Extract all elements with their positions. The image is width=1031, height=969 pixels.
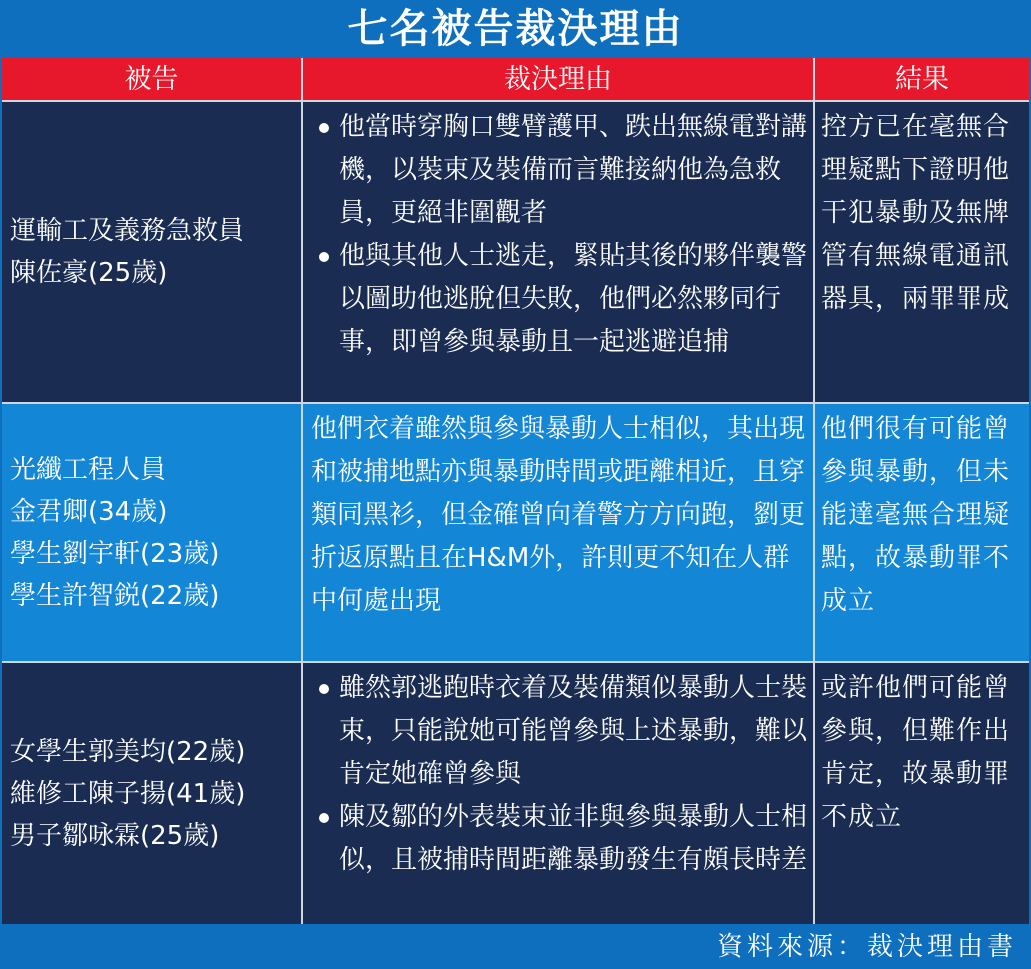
reason-bullet: 雖然郭逃跑時衣着及裝備類似暴動人士裝束，只能說她可能曾參與上述暴動，難以肯定她確曾參與 [311,667,809,796]
header-defendant: 被告 [2,58,303,102]
table-row-2-reasons [303,404,815,663]
defendant-line: 金君卿(34歲) [10,496,168,527]
table-row-1-result: 控方已在毫無合理疑點下證明他干犯暴動及無牌管有無線電通訊器具，兩罪罪成 [815,102,1029,404]
table-row-3-result: 或許他們可能曾參與，但難作出肯定，故暴動罪不成立 [815,663,1029,924]
table-row-2-result: 他們很有可能曾參與暴動，但未能達毫無合理疑點，故暴動罪不成立 [815,404,1029,663]
verdict-table [2,58,1029,924]
defendant-line: 學生許智鋭(22歲) [10,580,220,611]
defendant-line: 陳佐豪(25歲) [10,258,168,288]
reason-bullet: 他與其他人士逃走，緊貼其後的夥伴襲警以圖助他逃脫但失敗，他們必然夥同行事，即曾參與暴動且一起逃避追捕 [311,235,809,364]
defendant-line: 運輸工及義務急救員 [10,216,245,246]
header-result: 結果 [815,58,1029,102]
table-row-3-reasons [303,663,815,924]
defendant-line: 光纖工程人員 [10,454,167,485]
defendant-line: 女學生郭美均(22歲) [10,736,246,767]
table-row-1-reasons [303,102,815,404]
table-row-2-defendants [2,404,303,663]
reason-paragraph: 他們衣着雖然與參與暴動人士相似，其出現和被捕地點亦與暴動時間或距離相近，且穿類同黑衫，但金確曾向着警方方向跑，劉更折返原點且在H&M外，許則更不知在人群中何處出現 [311,414,806,616]
reason-bullet: 他當時穿胸口雙臂護甲、跌出無線電對講機，以裝束及裝備而言難接納他為急救員，更絕非圍觀者 [311,106,809,235]
reason-bullet: 陳及鄒的外表裝束並非與參與暴動人士相似，且被捕時間距離暴動發生有頗長時差 [311,796,809,882]
table-row-1-defendants [2,102,303,404]
header-reason: 裁決理由 [303,58,815,102]
table-row-3-defendants [2,663,303,924]
defendant-line: 維修工陳子揚(41歲) [10,778,246,809]
page-title: 七名被告裁決理由 [0,0,1031,58]
defendant-line: 男子鄒咏霖(25歲) [10,820,220,851]
defendant-line: 學生劉宇軒(23歲) [10,538,220,569]
source-note: 資料來源：裁決理由書 [716,932,1017,962]
